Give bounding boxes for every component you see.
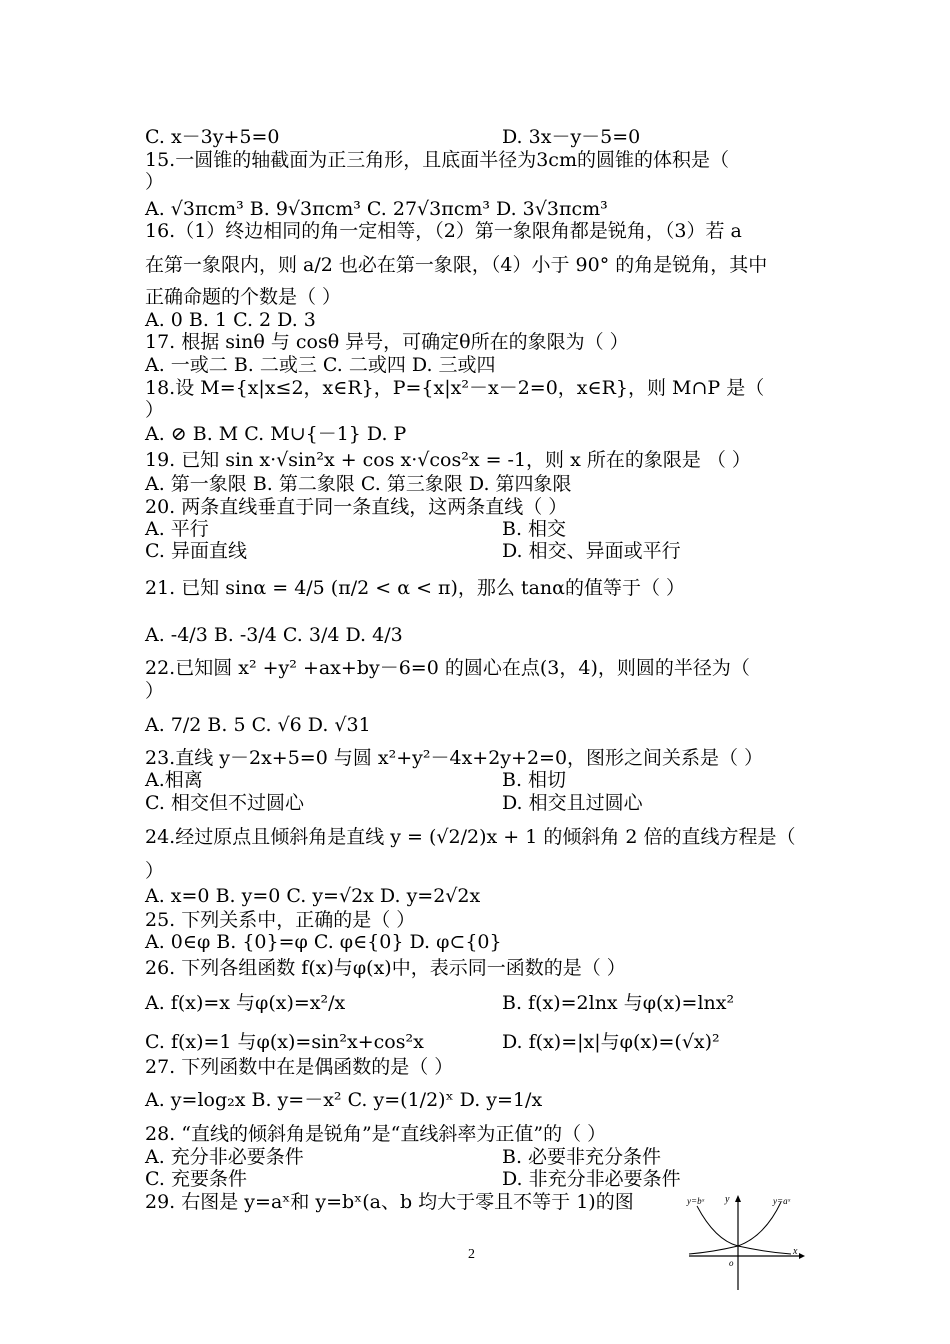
q21-stem: 21. 已知 sinα = 4/5 (π/2 < α < π)，那么 tanα的值等于（ ） xyxy=(145,577,686,599)
q18-options: A. ⊘ B. M C. M∪{－1} D. P xyxy=(145,423,407,445)
label-origin: o xyxy=(729,1258,734,1268)
label-x-axis: x xyxy=(793,1246,798,1257)
q28-stem: 28. “直线的倾斜角是锐角”是“直线斜率为正值”的（ ） xyxy=(145,1123,607,1145)
q25-options: A. 0∈φ B. {0}=φ C. φ∈{0} D. φ⊂{0} xyxy=(145,931,502,953)
exponential-graph-figure xyxy=(685,1192,805,1292)
q16-stem-1: 16.（1）终边相同的角一定相等，（2）第一象限角都是锐角，（3）若 a xyxy=(145,220,742,242)
curve-b-pow-x xyxy=(697,1206,791,1254)
q22-stem-cont: ） xyxy=(145,680,165,702)
q15-options: A. √3πcm³ B. 9√3πcm³ C. 27√3πcm³ D. 3√3πcm³ xyxy=(145,198,608,220)
q24-stem-cont: ） xyxy=(145,860,165,882)
q22-options: A. 7/2 B. 5 C. √6 D. √31 xyxy=(145,714,371,736)
q19-options: A. 第一象限 B. 第二象限 C. 第三象限 D. 第四象限 xyxy=(145,473,572,495)
q15-stem: 15.一圆锥的轴截面为正三角形，且底面半径为3cm的圆锥的体积是（ xyxy=(145,149,729,171)
q21-options: A. -4/3 B. -3/4 C. 3/4 D. 4/3 xyxy=(145,624,403,646)
q23-options-ab: A.相离 B. 相切 xyxy=(145,769,567,791)
q16-options: A. 0 B. 1 C. 2 D. 3 xyxy=(145,309,316,331)
q29-stem: 29. 右图是 y=aˣ和 y=bˣ(a、b 均大于零且不等于 1)的图 xyxy=(145,1191,634,1213)
q16-stem-3: 正确命题的个数是（ ） xyxy=(145,286,342,308)
q18-stem-cont: ） xyxy=(145,399,165,421)
q20-options-cd: C. 异面直线 D. 相交、异面或平行 xyxy=(145,540,681,562)
q18-stem: 18.设 M={x|x≤2，x∈R}，P={x|x²－x－2=0，x∈R}，则 M∩P 是（ xyxy=(145,377,765,399)
label-y-axis: y xyxy=(725,1194,730,1205)
q24-stem: 24.经过原点且倾斜角是直线 y = (√2/2)x + 1 的倾斜角 2 倍的直线方程是（ xyxy=(145,826,796,848)
q26-stem: 26. 下列各组函数 f(x)与φ(x)中，表示同一函数的是（ ） xyxy=(145,957,626,979)
q17-stem: 17. 根据 sinθ 与 cosθ 异号，可确定θ所在的象限为（ ） xyxy=(145,331,629,353)
q26-options-cd: C. f(x)=1 与φ(x)=sin²x+cos²x D. f(x)=|x|与φ(x)=(√x)² xyxy=(145,1031,720,1053)
q20-options-ab: A. 平行 B. 相交 xyxy=(145,518,567,540)
y-axis-arrow xyxy=(735,1195,741,1202)
q24-options: A. x=0 B. y=0 C. y=√2x D. y=2√2x xyxy=(145,885,481,907)
q19-stem: 19. 已知 sin x·√sin²x + cos x·√cos²x = -1，则 x 所在的象限是 （ ） xyxy=(145,449,751,471)
q23-stem: 23.直线 y－2x+5=0 与圆 x²+y²－4x+2y+2=0，图形之间关系是（ ） xyxy=(145,747,764,769)
q28-options-ab: A. 充分非必要条件 B. 必要非充分条件 xyxy=(145,1146,662,1168)
q25-stem: 25. 下列关系中，正确的是（ ） xyxy=(145,909,416,931)
q22-stem: 22.已知圆 x² +y² +ax+by－6=0 的圆心在点(3，4)，则圆的半径为（ xyxy=(145,657,750,679)
q15-stem-cont: ） xyxy=(145,171,165,193)
q27-options: A. y=log₂x B. y=－x² C. y=(1/2)ˣ D. y=1/x xyxy=(145,1089,543,1111)
q26-options-ab: A. f(x)=x 与φ(x)=x²/x B. f(x)=2lnx 与φ(x)=lnx² xyxy=(145,992,735,1014)
curve-a-pow-x xyxy=(689,1202,781,1254)
q23-options-cd: C. 相交但不过圆心 D. 相交且过圆心 xyxy=(145,792,643,814)
q27-stem: 27. 下列函数中在是偶函数的是（ ） xyxy=(145,1056,454,1078)
x-axis-arrow xyxy=(799,1253,805,1259)
page-number: 2 xyxy=(468,1247,475,1262)
q14-options-cd: C. x－3y+5=0 D. 3x－y－5=0 xyxy=(145,126,641,148)
q16-stem-2: 在第一象限内，则 a/2 也必在第一象限，（4）小于 90° 的角是锐角，其中 xyxy=(145,254,768,276)
q17-options: A. 一或二 B. 二或三 C. 二或四 D. 三或四 xyxy=(145,354,496,376)
label-a-curve: y=aˣ xyxy=(773,1196,791,1206)
q20-stem: 20. 两条直线垂直于同一条直线，这两条直线（ ） xyxy=(145,496,568,518)
label-b-curve: y=bˣ xyxy=(687,1196,705,1206)
q28-options-cd: C. 充要条件 D. 非充分非必要条件 xyxy=(145,1168,681,1190)
